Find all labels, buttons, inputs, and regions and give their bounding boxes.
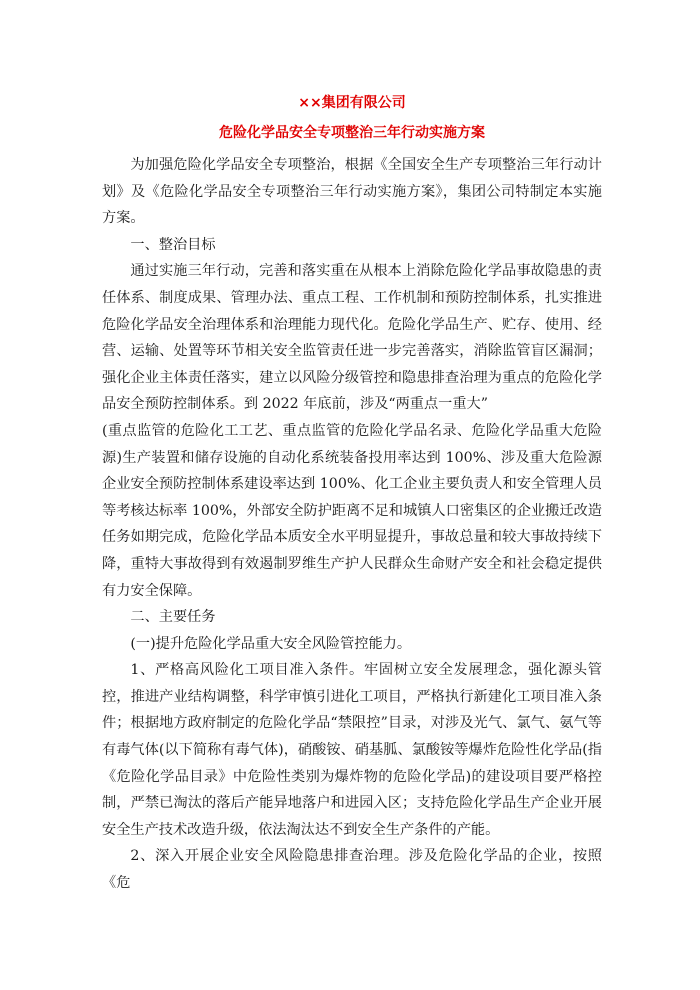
- intro-paragraph: 为加强危险化学品安全专项整治，根据《全国安全生产专项整治三年行动计划》及《危险化学品安全专项整治三年行动实施方案》，集团公司特制定本实施方案。: [102, 157, 602, 227]
- section-heading-tasks: 二、主要任务: [130, 609, 216, 626]
- task-item-1: 1、严格高风险化工项目准入条件。牢固树立安全发展理念，强化源头管控，推进产业结构调整，科学审慎引进化工项目，严格执行新建化工项目准入条件；根据地方政府制定的危险化学品“禁限控”目录，对涉及光气、氯气、氨气等有毒气体(以下简称有毒气体)，硝酸铵、硝基胍、氯酸铵等爆炸危险性化学品(指《危险化学品目录》中危险性类别为爆炸物的危险化学品)的建设项目要严格控制，严禁已淘汰的落后产能异地落户和进园入区；支持危险化学品生产企业开展安全生产技术改造升级，依法淘汰达不到安全生产条件的产能。: [102, 662, 602, 838]
- document-title: 危险化学品安全专项整治三年行动实施方案: [219, 125, 485, 141]
- company-name: ××集团有限公司: [298, 95, 406, 111]
- goals-paragraph-continued: (重点监管的危险化工工艺、重点监管的危险化学品名录、危险化学品重大危险源)生产装置和储存设施的自动化系统装备投用率达到 100%、涉及重大危险源企业安全预防控制体系建设率达到 100%、化工企业主要负责人和安全管理人员等考核达标率 100%，外部安全防护距离不足和城镇人口密集区的企业搬迁改造任务如期完成，危险化学品本质安全水平明显提升，事故总量和较大事故持续下降，重特大事故得到有效遏制罗维生产护人民群众生命财产安全和社会稳定提供有力安全保障。: [102, 422, 602, 599]
- goals-paragraph: 通过实施三年行动，完善和落实重在从根本上消除危险化学品事故隐患的责任体系、制度成果、管理办法、重点工程、工作机制和预防控制体系，扎实推进危险化学品安全治理体系和治理能力现代化。危险化学品生产、贮存、使用、经营、运输、处置等环节相关安全监管责任进一步完善落实，消除监管盲区漏洞；强化企业主体责任落实，建立以风险分级管控和隐患排查治理为重点的危险化学品安全预防控制体系。到 2022 年底前，涉及“两重点一重大”: [102, 263, 602, 413]
- subsection-heading-risk-control: (一)提升危险化学品重大安全风险管控能力。: [130, 635, 412, 652]
- section-heading-goals: 一、整治目标: [130, 236, 216, 253]
- task-item-2: 2、深入开展企业安全风险隐患排查治理。涉及危险化学品的企业，按照《危: [102, 848, 602, 892]
